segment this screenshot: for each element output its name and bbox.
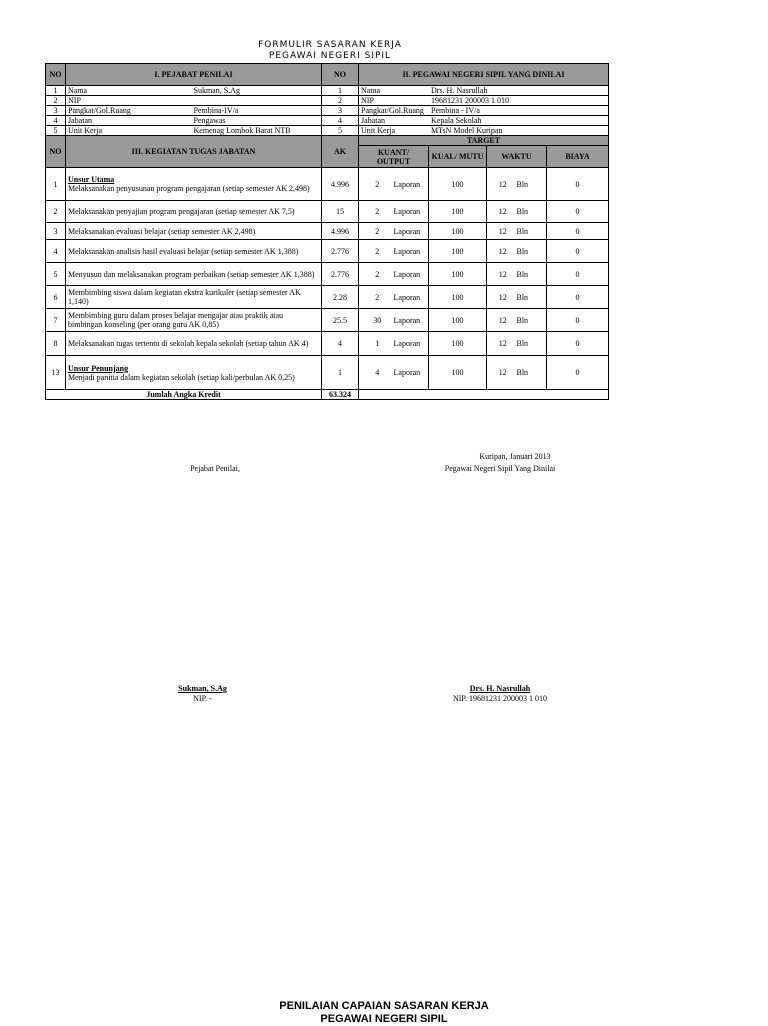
row-no: 6 [46, 286, 66, 309]
total-label: Jumlah Angka Kredit [46, 390, 322, 400]
header-kual: KUAL/ MUTU [429, 146, 487, 168]
pns-row-5: Unit Kerja MTsN Model Kuripan [359, 126, 609, 136]
header-kuant: KUANT/ OUTPUT [359, 146, 429, 168]
pejabat-no-5: 5 [46, 126, 66, 136]
row-waktu: 12 Bln [487, 286, 547, 309]
table-row [46, 356, 609, 390]
header-biaya: BIAYA [547, 146, 609, 168]
pns-no-4: 4 [322, 116, 359, 126]
pns-signatory-name: Drs. H. Nasrullah [469, 684, 531, 693]
pejabat-caption: Pejabat Penilai, [190, 464, 240, 473]
place-date: Kuripan, Januari 2013 [479, 452, 551, 461]
form-subtitle: PEGAWAI NEGERI SIPIL [268, 51, 392, 61]
table-row [46, 309, 609, 332]
row-waktu: 12 Bln [487, 168, 547, 201]
row-desc: Unsur Utama Melaksanakan penyusunan program pengajaran (setiap semester AK 2,498) [66, 168, 322, 201]
pns-row-4: Jabatan Kepala Sekolah [359, 116, 609, 126]
row-biaya: 0 [547, 356, 609, 390]
row-biaya: 0 [547, 201, 609, 223]
row-output: 30 Laporan [359, 309, 429, 332]
row-ak: 2.776 [322, 263, 359, 286]
row-ak: 15 [322, 201, 359, 223]
header-no-3: NO [46, 136, 66, 168]
pejabat-row-1: Nama Sukman, S.Ag [66, 86, 322, 96]
row-output: 2 Laporan [359, 168, 429, 201]
pejabat-no-1: 1 [46, 86, 66, 96]
header-ak: AK [322, 136, 359, 168]
table-row [46, 332, 609, 356]
pns-caption: Pegawai Negeri Sipil Yang Dinilai [444, 464, 556, 473]
row-mutu: 100 [429, 223, 487, 240]
row-desc: Membimbing siswa dalam kegiatan ekstra kurikuler (setiap semester AK 1,140) [66, 286, 322, 309]
header-pejabat: I. PEJABAT PENILAI [66, 64, 322, 86]
table-row [46, 263, 609, 286]
row-output: 1 Laporan [359, 332, 429, 356]
row-no: 13 [46, 356, 66, 390]
row-biaya: 0 [547, 263, 609, 286]
header-pns: II. PEGAWAI NEGERI SIPIL YANG DINILAI [359, 64, 609, 86]
row-waktu: 12 Bln [487, 201, 547, 223]
form-title: FORMULIR SASARAN KERJA [258, 40, 402, 50]
row-biaya: 0 [547, 223, 609, 240]
table-row [46, 168, 609, 201]
row-biaya: 0 [547, 332, 609, 356]
row-mutu: 100 [429, 332, 487, 356]
pns-row-3: Pangkat/Gol.Ruang Pembina - IV/a [359, 106, 609, 116]
table-row [46, 286, 609, 309]
pns-no-3: 3 [322, 106, 359, 116]
row-mutu: 100 [429, 356, 487, 390]
row-mutu: 100 [429, 309, 487, 332]
unsur-utama-label: Unsur Utama [68, 175, 115, 184]
row-no: 1 [46, 168, 66, 201]
row-ak: 4.996 [322, 223, 359, 240]
row-mutu: 100 [429, 168, 487, 201]
row-ak: 2.28 [322, 286, 359, 309]
row-desc: Melaksanakan penyajian program pengajaran (setiap semester AK 7,5) [66, 201, 322, 223]
row-mutu: 100 [429, 240, 487, 263]
header-waktu: WAKTU [487, 146, 547, 168]
pns-row-1: Nama Drs. H. Nasrullah [359, 86, 609, 96]
row-no: 3 [46, 223, 66, 240]
row-desc: Unsur Penunjang Menjadi panitia dalam kegiatan sekolah (setiap kali/perbulan AK 0,25) [66, 356, 322, 390]
row-ak: 1 [322, 356, 359, 390]
row-waktu: 12 Bln [487, 356, 547, 390]
row-no: 8 [46, 332, 66, 356]
row-waktu: 12 Bln [487, 263, 547, 286]
header-kegiatan: III. KEGIATAN TUGAS JABATAN [66, 136, 322, 168]
pejabat-row-4: Jabatan Pengawas [66, 116, 322, 126]
total-value: 63.324 [322, 390, 359, 400]
row-no: 5 [46, 263, 66, 286]
header-target: TARGET [359, 136, 609, 146]
pns-no-2: 2 [322, 96, 359, 106]
row-no: 2 [46, 201, 66, 223]
row-biaya: 0 [547, 240, 609, 263]
pns-signatory-nip: NIP. 19681231 200003 1 010 [452, 694, 547, 703]
row-waktu: 12 Bln [487, 240, 547, 263]
pejabat-signatory-nip: NIP. - [193, 694, 212, 703]
table-row [46, 201, 609, 223]
row-waktu: 12 Bln [487, 332, 547, 356]
pejabat-row-2: NIP [66, 96, 322, 106]
pns-no-1: 1 [322, 86, 359, 96]
header-no: NO [46, 64, 66, 86]
row-output: 2 Laporan [359, 240, 429, 263]
row-waktu: 12 Bln [487, 309, 547, 332]
pejabat-row-3: Pangkat/Gol.Ruang Pembina-IV/a [66, 106, 322, 116]
table-row [46, 223, 609, 240]
row-ak: 4.996 [322, 168, 359, 201]
pejabat-no-2: 2 [46, 96, 66, 106]
target-table [45, 63, 609, 400]
pejabat-no-4: 4 [46, 116, 66, 126]
footer-subtitle: PEGAWAI NEGERI SIPIL [320, 1013, 448, 1025]
row-biaya: 0 [547, 168, 609, 201]
row-output: 4 Laporan [359, 356, 429, 390]
row-output: 2 Laporan [359, 223, 429, 240]
table-row [46, 240, 609, 263]
row-no: 7 [46, 309, 66, 332]
row-waktu: 12 Bln [487, 223, 547, 240]
row-mutu: 100 [429, 286, 487, 309]
pns-no-5: 5 [322, 126, 359, 136]
row-biaya: 0 [547, 309, 609, 332]
pejabat-signatory-name: Sukman, S.Ag [178, 684, 227, 693]
header-no-2: NO [322, 64, 359, 86]
unsur-penunjang-label: Unsur Penunjang [68, 363, 129, 373]
row-desc: Melaksanakan tugas tertentu di sekolah kepala sekolah (setiap tahun AK 4) [66, 332, 322, 356]
total-empty [359, 390, 609, 400]
row-ak: 4 [322, 332, 359, 356]
row-mutu: 100 [429, 263, 487, 286]
footer-title: PENILAIAN CAPAIAN SASARAN KERJA [279, 1000, 489, 1012]
row-biaya: 0 [547, 286, 609, 309]
row-ak: 25.5 [322, 309, 359, 332]
row-no: 4 [46, 240, 66, 263]
row-desc: Membimbing guru dalam proses belajar mengajar atau praktik atau bimbingan konseling (per orang guru AK 0,85) [66, 309, 322, 332]
row-mutu: 100 [429, 201, 487, 223]
pejabat-no-3: 3 [46, 106, 66, 116]
pns-row-2: NIP 19681231 200003 1 010 [359, 96, 609, 106]
row-desc: Menyusun dan melaksanakan program perbaikan (setiap semester AK 1,388) [66, 263, 322, 286]
pejabat-row-5: Unit Kerja Kemenag Lombok Barat NTB [66, 126, 322, 136]
row-output: 2 Laporan [359, 201, 429, 223]
row-desc: Melaksanakan evaluasi belajar (setiap semester AK 2,498) [66, 223, 322, 240]
row-output: 2 Laporan [359, 286, 429, 309]
row-desc: Melaksanakan analisis hasil evaluasi belajar (setiap semester AK 1,388) [66, 240, 322, 263]
row-ak: 2.776 [322, 240, 359, 263]
row-output: 2 Laporan [359, 263, 429, 286]
